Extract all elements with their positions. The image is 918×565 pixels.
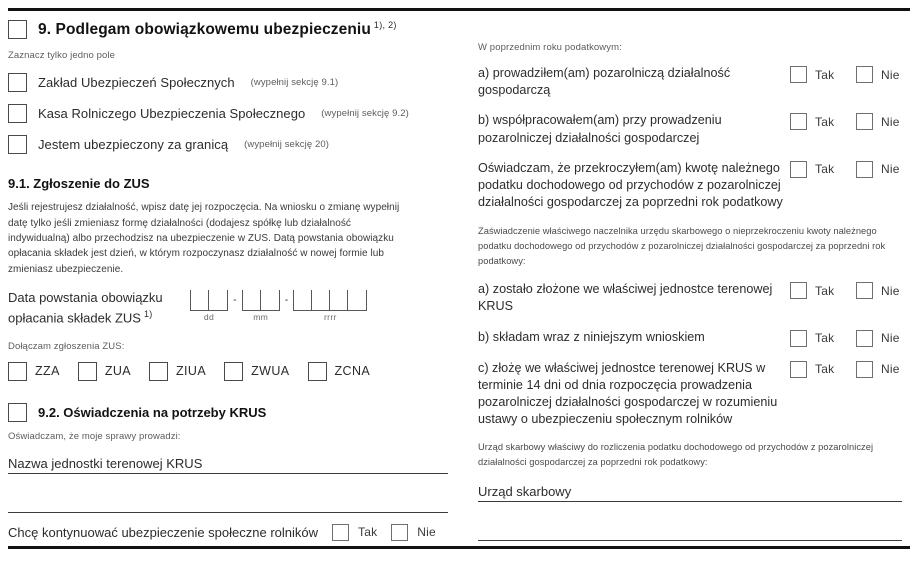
- date-obligation-label: [8, 289, 180, 326]
- option-krus-note: (wypełnij sekcję 9.2): [321, 108, 409, 120]
- tax-office-note: Urząd skarbowy właściwy do rozliczenia podatku dochodowego od przychodów z pozarolniczej działalności gospodarczej za poprzedni rok podatkowy:: [478, 442, 874, 468]
- date-day-caption: dd: [203, 312, 215, 323]
- date-year-cell-3[interactable]: [330, 290, 348, 310]
- date-day-wrap: [190, 290, 228, 322]
- option-zus-checkbox[interactable]: [8, 73, 27, 92]
- question-certificate-a-text: a) zostało złożone we właściwej jednostce terenowej KRUS: [478, 282, 773, 314]
- date-month-cell-1[interactable]: [243, 290, 261, 310]
- date-year-input[interactable]: [293, 290, 367, 311]
- krus-continue-yes[interactable]: [332, 524, 377, 541]
- question-certificate-c: [478, 360, 910, 429]
- krus-continue-no-checkbox[interactable]: [391, 524, 408, 541]
- attachment-zwua-checkbox[interactable]: [224, 362, 243, 381]
- question-certificate-a: [478, 281, 910, 315]
- question-certificate-b-yes[interactable]: [790, 330, 856, 347]
- attachment-zza-checkbox[interactable]: [8, 362, 27, 381]
- date-day-cell-2[interactable]: [209, 290, 227, 310]
- option-zus[interactable]: [8, 73, 448, 92]
- date-label-line2: opłacania składek ZUS: [8, 310, 141, 326]
- date-day-input[interactable]: [190, 290, 228, 311]
- subsection-9-2-header: [8, 403, 448, 422]
- question-prev-year-b-no-checkbox[interactable]: [856, 113, 873, 130]
- question-prev-year-a: [478, 65, 910, 99]
- top-rule: [8, 8, 910, 11]
- date-month-wrap: [242, 290, 280, 322]
- tax-office-field[interactable]: [478, 476, 902, 502]
- question-prev-year-a-no-label: Nie: [881, 67, 900, 82]
- attachment-zcna-label: ZCNA: [334, 364, 371, 379]
- attachment-zwua[interactable]: [224, 362, 289, 381]
- question-exceeded-tax-text: Oświadczam, że przekroczyłem(am) kwotę należnego podatku dochodowego od przychodów z pozarolniczej działalności gospodarczej za poprzedni rok podatkowy: [478, 160, 783, 210]
- date-year-cell-2[interactable]: [312, 290, 330, 310]
- question-exceeded-tax-no-checkbox[interactable]: [856, 161, 873, 178]
- question-prev-year-a-options: [790, 65, 900, 83]
- question-prev-year-b-yes-checkbox[interactable]: [790, 113, 807, 130]
- date-label-line1: Data powstania obowiązku: [8, 290, 163, 306]
- attachment-zcna[interactable]: [308, 362, 371, 381]
- date-month-input[interactable]: [242, 290, 280, 311]
- option-zus-label: Zakład Ubezpieczeń Społecznych: [38, 75, 235, 91]
- subsection-9-2-checkbox[interactable]: [8, 403, 27, 422]
- attachments-label: Dołączam zgłoszenia ZUS:: [8, 340, 125, 352]
- krus-unit-field[interactable]: [8, 448, 448, 474]
- question-exceeded-tax-yes-label: Tak: [815, 162, 835, 177]
- tax-office-field-second-line[interactable]: [478, 514, 902, 541]
- date-month-caption: mm: [253, 312, 269, 323]
- question-certificate-b: [478, 329, 910, 347]
- question-certificate-c-yes-label: Tak: [815, 362, 835, 377]
- question-prev-year-b-text: b) współpracowałem(am) przy prowadzeniu pozarolniczej działalności gospodarczej: [478, 113, 722, 145]
- question-certificate-a-no[interactable]: [856, 282, 900, 299]
- option-abroad[interactable]: [8, 135, 448, 154]
- date-year-wrap: [293, 290, 367, 322]
- question-prev-year-a-text: a) prowadziłem(am) pozarolniczą działalność gospodarczą: [478, 66, 731, 98]
- date-year-cell-1[interactable]: [294, 290, 312, 310]
- question-prev-year-b: [478, 112, 910, 146]
- attachment-zcna-checkbox[interactable]: [308, 362, 327, 381]
- krus-continue-question: Chcę kontynuować ubezpieczenie społeczne rolników: [8, 524, 319, 540]
- question-prev-year-b-yes[interactable]: [790, 113, 856, 130]
- section-9-title: [38, 20, 397, 39]
- attachment-zza-label: ZZA: [35, 364, 60, 379]
- section-9-footnote-markers: 1), 2): [373, 20, 397, 30]
- krus-unit-field-second-line[interactable]: [8, 486, 448, 513]
- krus-unit-value: Nazwa jednostki terenowej KRUS: [8, 455, 203, 471]
- attachment-ziua[interactable]: [149, 362, 206, 381]
- krus-continue-row: [8, 524, 448, 541]
- subsection-9-1-heading: 9.1. Zgłoszenie do ZUS: [8, 176, 150, 192]
- date-separator-1: -: [233, 294, 237, 307]
- question-certificate-c-options: [790, 360, 900, 378]
- section-9-title-text: 9. Podlegam obowiązkowemu ubezpieczeniu: [38, 21, 371, 39]
- question-exceeded-tax-yes-checkbox[interactable]: [790, 161, 807, 178]
- attachment-ziua-label: ZIUA: [176, 364, 207, 379]
- date-day-cell-1[interactable]: [191, 290, 209, 310]
- bottom-rule: [8, 546, 910, 549]
- subsection-9-2-heading: 9.2. Oświadczenia na potrzeby KRUS: [38, 404, 267, 420]
- date-month-cell-2[interactable]: [261, 290, 279, 310]
- question-certificate-b-yes-checkbox[interactable]: [790, 330, 807, 347]
- question-prev-year-a-yes-checkbox[interactable]: [790, 66, 807, 83]
- date-label-footnote: 1): [143, 309, 153, 320]
- single-choice-hint: Zaznacz tylko jedno pole: [8, 50, 115, 62]
- question-prev-year-b-yes-label: Tak: [815, 114, 835, 129]
- date-year-cell-4[interactable]: [348, 290, 366, 310]
- question-certificate-a-no-checkbox[interactable]: [856, 282, 873, 299]
- question-certificate-c-no-label: Nie: [881, 362, 900, 377]
- question-exceeded-tax-no[interactable]: [856, 161, 900, 178]
- attachment-zwua-label: ZWUA: [251, 364, 290, 379]
- tax-office-value: Urząd skarbowy: [478, 483, 572, 499]
- question-certificate-b-options: [790, 329, 900, 347]
- option-zus-note: (wypełnij sekcję 9.1): [250, 77, 339, 89]
- question-certificate-b-no-checkbox[interactable]: [856, 330, 873, 347]
- question-certificate-c-no-checkbox[interactable]: [856, 361, 873, 378]
- question-certificate-a-options: [790, 281, 900, 299]
- option-krus-label: Kasa Rolniczego Ubezpieczenia Społecznego: [38, 106, 306, 122]
- subsection-9-1-paragraph: Jeśli rejestrujesz działalność, wpisz datę jej rozpoczęcia. Na wniosku o zmianę wypełnij datę tylko jeśli zmieniasz formę działalności (dodajesz spółkę lub działalność indywidualną) albo przechodzisz na ubezpieczenie w ZUS. Datą powstania obowiązku opłacania składek jest dzień, w którym rozpoczynasz działalność w nowej formie lub zmieniasz ubezpieczenie.: [8, 202, 400, 275]
- question-certificate-b-no[interactable]: [856, 330, 900, 347]
- question-prev-year-b-no[interactable]: [856, 113, 900, 130]
- question-prev-year-b-options: [790, 112, 900, 130]
- question-exceeded-tax-yes[interactable]: [790, 161, 856, 178]
- question-exceeded-tax-no-label: Nie: [881, 162, 900, 177]
- attachment-zza[interactable]: [8, 362, 60, 381]
- option-abroad-note: (wypełnij sekcję 20): [244, 139, 330, 151]
- option-krus-checkbox[interactable]: [8, 104, 27, 123]
- attachment-ziua-checkbox[interactable]: [149, 362, 168, 381]
- krus-continue-no[interactable]: [391, 524, 436, 541]
- question-certificate-a-yes-checkbox[interactable]: [790, 282, 807, 299]
- question-prev-year-a-no[interactable]: [856, 66, 900, 83]
- krus-continue-yes-checkbox[interactable]: [332, 524, 349, 541]
- question-certificate-c-yes[interactable]: [790, 361, 856, 378]
- question-certificate-c-no[interactable]: [856, 361, 900, 378]
- date-obligation-row: [8, 289, 448, 326]
- section-9-header: [8, 20, 448, 39]
- krus-continue-yes-label: Tak: [358, 525, 378, 540]
- option-abroad-label: Jestem ubezpieczony za granicą: [38, 137, 229, 153]
- question-prev-year-a-yes[interactable]: [790, 66, 856, 83]
- certificate-note: Zaświadczenie właściwego naczelnika urzędu skarbowego o nieprzekroczeniu kwoty należnego podatku dochodowego od przychodów z pozarolniczej działalności gospodarczej za poprzedni rok podatkowy:: [478, 226, 886, 266]
- question-prev-year-a-yes-label: Tak: [815, 67, 835, 82]
- question-prev-year-a-no-checkbox[interactable]: [856, 66, 873, 83]
- attachment-zua[interactable]: [78, 362, 131, 381]
- question-certificate-a-no-label: Nie: [881, 283, 900, 298]
- section-9-checkbox[interactable]: [8, 20, 27, 39]
- left-column: [8, 20, 448, 541]
- question-exceeded-tax-options: [790, 160, 900, 178]
- question-prev-year-b-no-label: Nie: [881, 114, 900, 129]
- option-abroad-checkbox[interactable]: [8, 135, 27, 154]
- question-certificate-c-text: c) złożę we właściwej jednostce terenowej KRUS w terminie 14 dni od dnia rozpoczęcia prowadzenia pozarolniczej działalności gospodarczej w rozumieniu ustawy o ubezpieczeniu społecznym rolników: [478, 360, 778, 427]
- date-input-group: [190, 289, 367, 322]
- option-krus[interactable]: [8, 104, 448, 123]
- question-exceeded-tax: [478, 160, 910, 212]
- attachment-zua-checkbox[interactable]: [78, 362, 97, 381]
- question-certificate-c-yes-checkbox[interactable]: [790, 361, 807, 378]
- krus-continue-no-label: Nie: [417, 525, 436, 540]
- right-column: [478, 42, 910, 541]
- attachment-zua-label: ZUA: [104, 364, 132, 379]
- date-separator-2: -: [284, 294, 289, 307]
- question-certificate-b-yes-label: Tak: [815, 331, 835, 346]
- question-certificate-a-yes-label: Tak: [815, 283, 835, 298]
- krus-subtitle: Oświadczam, że moje sprawy prowadzi:: [8, 430, 181, 442]
- question-certificate-b-no-label: Nie: [881, 331, 900, 346]
- previous-year-intro: W poprzednim roku podatkowym:: [478, 42, 622, 53]
- question-certificate-a-yes[interactable]: [790, 282, 856, 299]
- zus-attachment-codes: [8, 362, 448, 381]
- question-certificate-b-text: b) składam wraz z niniejszym wnioskiem: [478, 329, 705, 344]
- date-year-caption: rrrr: [324, 312, 337, 323]
